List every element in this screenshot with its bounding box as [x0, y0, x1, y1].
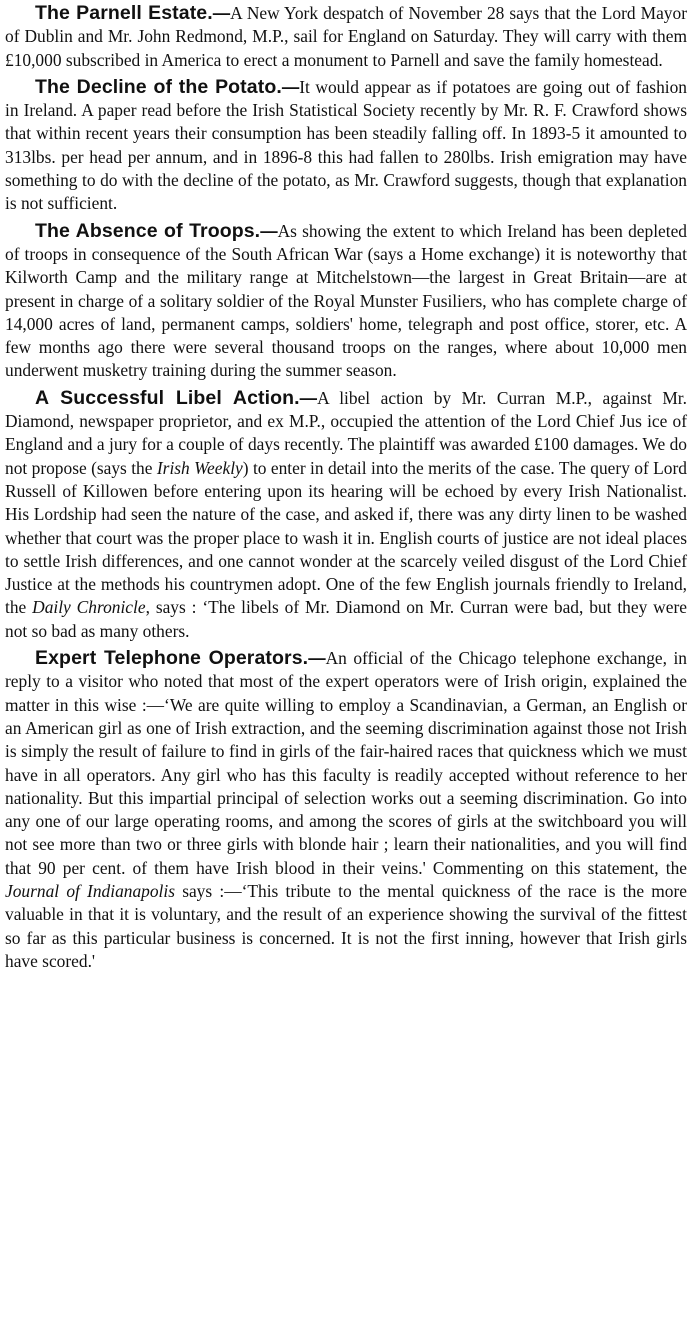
em-dash: — — [281, 76, 300, 97]
article-telephone-operators — [5, 647, 687, 973]
newspaper-column — [5, 2, 687, 977]
article-body: As showing the extent to which Ireland has been depleted of troops in consequence of the South African War (says a Home exchange) it is noteworthy that Kilworth Camp and the military range at Mitchelstown—the largest in Great Britain—are at present in charge of a solitary soldier of the Royal Munster Fusiliers, who has complete charge of 14,000 acres of land, permanent camps, soldiers' home, telegraph and post office, storer, etc. A few months ago there were several thousand troops on the ranges, where about 10,000 men underwent musketry training during the summer season. — [5, 220, 687, 381]
article-decline-of-potato — [5, 76, 687, 216]
article-body-part: says :—‘This tribute to the mental quickness of the race is the more valuable in that it is voluntary, and the result of an experience showing the survival of the fittest so far as this particular business is concerned. It is not the first inning, however that Irish girls have scored.' — [5, 880, 687, 971]
article-body-part: , says : ‘The libels of Mr. Diamond on Mr. Curran were bad, but they were not so bad as many others. — [5, 597, 687, 641]
publication-title: Irish Weekly — [156, 457, 243, 478]
article-headline: A Successful Libel Action. — [35, 386, 300, 409]
em-dash: — — [260, 220, 278, 241]
article-headline: The Decline of the Potato. — [35, 75, 282, 98]
article-absence-of-troops — [5, 220, 687, 383]
article-body: It would appear as if potatoes are going out of fashion in Ireland. A paper read before the Irish Statistical Society recently by Mr. R. F. Crawford shows that within recent years their consumption has been steadily falling off. In 1893-5 it amounted to 313lbs. per head per annum, and in 1896-8 this had fallen to 280lbs. Irish emigration may have something to do with the decline of the potato, as Mr. Crawford suggests, though that explanation is not sufficient. — [5, 76, 687, 214]
em-dash: — — [308, 648, 326, 669]
article-parnell-estate — [5, 2, 687, 72]
article-headline: Expert Telephone Operators. — [35, 647, 309, 670]
article-body-part: A libel action by Mr. Curran M.P., against Mr. Diamond, newspaper proprietor, and ex M.P., occupied the attention of the Lord Chief Jus ice of England and a jury for a couple of days recently. The plaintiff was awarded £100 damages. We do not propose (says the — [5, 387, 687, 478]
em-dash: — — [299, 387, 318, 408]
article-libel-action — [5, 387, 687, 643]
article-body: A New York despatch of November 28 says that the Lord Mayor of Dublin and Mr. John Redmond, M.P., sail for England on Saturday. They will carry with them £10,000 subscribed in America to erect a monument to Parnell and save the family homestead. — [5, 3, 687, 70]
article-headline: The Parnell Estate. — [35, 2, 213, 24]
article-headline: The Absence of Troops. — [35, 219, 261, 242]
article-body-part: An official of the Chicago telephone exchange, in reply to a visitor who noted that most of the expert operators were of Irish origin, explained the matter in this wise :—‘We are quite willing to employ a Scandinavian, a German, an English or an American girl as one of Irish extraction, and the seeming discrimination against those not Irish is simply the result of failure to find in girls of the fair-haired races that quickness which we must have in all operators. Any girl who has this faculty is readily accepted without reference to her nationality. But this impartial principal of selection works out a seeming discrimination. Go into any one of our large operating rooms, and among the scores of girls at the switchboard you will not see more than two or three girls with blonde hair ; learn their nationalities, and you will find that 90 per cent. of them have Irish blood in their veins.' Commenting on this statement, the — [5, 648, 688, 878]
article-body-part: ) to enter in detail into the merits of the case. The query of Lord Russell of Killowen before entering upon its hearing will be echoed by every Irish Nationalist. His Lordship had seen the nature of the case, and asked if, there was any dirty linen to be washed whether that court was the proper place to wash it in. English courts of justice are not ideal places to settle Irish differences, and one cannot wonder at the scarcely veiled disgust of the Lord Chief Justice at the methods his countrymen adopt. One of the few English journals friendly to Ireland, the — [5, 457, 687, 618]
publication-title: Daily Chronicle — [32, 597, 146, 618]
em-dash: — — [212, 3, 231, 23]
publication-title: Journal of Indianapolis — [5, 880, 175, 901]
